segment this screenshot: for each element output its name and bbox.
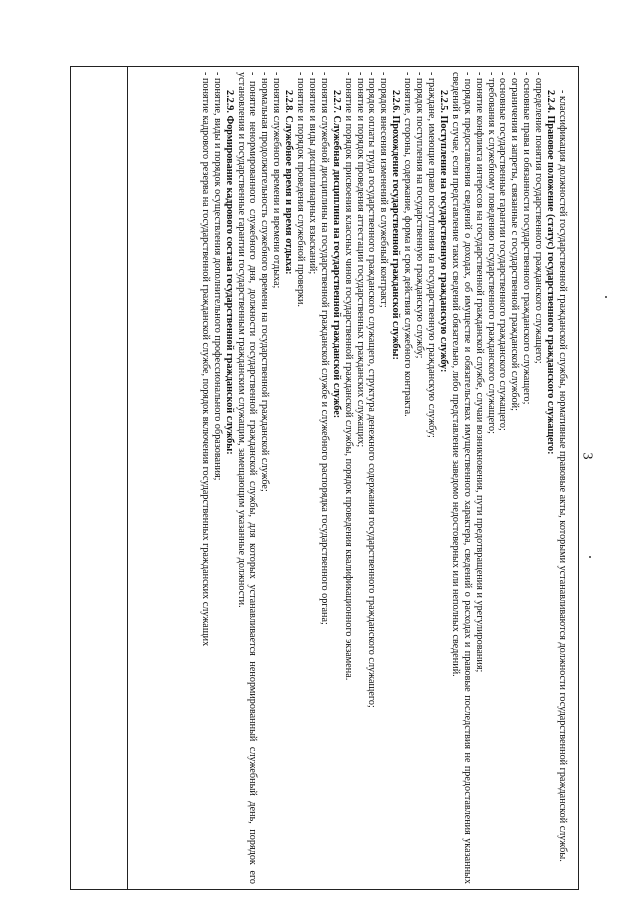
text-line: - понятие, стороны, содержание, форма и срок действия служебного контракта. xyxy=(402,72,414,417)
document-text xyxy=(130,66,572,890)
section-heading: 2.2.8. Служебное время и время отдыха: xyxy=(283,90,295,275)
text-line: - классификация должностей государственной гражданской службы, нормативные правовые акты, которыми устанавливаются должности государственной гражданской службы. xyxy=(557,90,568,862)
text-line: - понятие ненормированного служебного дня, должности государственной гражданской службы, для которых устанавливается ненормированный служебный день, порядок его установления и государственные гарантии государственным гражданским служащим, замещающим указанные должности. xyxy=(235,72,259,884)
section-heading: 2.2.6. Прохождение государственной гражданской службы: xyxy=(390,90,402,360)
text-line: - требования к служебному поведению государственного гражданского служащего; xyxy=(485,72,497,434)
text-line: - понятия служебной дисциплины на государственной гражданской службе и служебного распорядка государственного органа; xyxy=(318,72,330,625)
scan-speck xyxy=(589,556,591,558)
text-line: - порядок предоставления сведений о доходах, об имуществе и обязательствах имущественного характера, сведений о расходах и правовые последствия не предоставления указанных сведений в случае, если представление таких сведений обязательно, либо представление заведомо недостоверных или неполных сведений. xyxy=(449,72,473,884)
text-line: - понятие кадрового резерва на государственной гражданской службе, порядок включения государственных гражданских служащих xyxy=(199,72,211,647)
text-line: - понятие и порядок присвоения классных чинов государственной гражданской службы, порядок проведения квалификационного экзамена. xyxy=(342,72,354,681)
text-line: - основные права и обязанности государственного гражданского служащего; xyxy=(521,72,533,405)
column-divider xyxy=(127,66,128,890)
text-line: - понятие и виды дисциплинарных взысканий; xyxy=(306,72,318,275)
text-line: - порядок внесения изменений в служебный контракт; xyxy=(378,72,390,308)
text-line: - порядок оплаты труда государственного гражданского служащего, структура денежного содержания государственного гражданского служащего; xyxy=(366,72,378,708)
text-line: - ограничения и запреты, связанные с государственной гражданской службой; xyxy=(509,72,521,411)
scan-speck xyxy=(605,296,607,298)
text-line: - граждане, имеющие право поступления на государственную гражданскую службу; xyxy=(426,72,438,438)
text-line: - понятие и порядок проведения аттестации государственных гражданских служащих; xyxy=(354,72,366,448)
text-line: - основные государственные гарантии государственного гражданского служащего; xyxy=(497,72,509,431)
text-line: - определение понятия государственного гражданского служащего; xyxy=(533,72,545,364)
section-heading: 2.2.9. Формирование кадрового состава государственной гражданской службы: xyxy=(223,90,235,455)
text-line: - понятие конфликта интересов на государственной гражданской службе, случаи возникновения, пути предотвращения и урегулирования; xyxy=(473,72,485,673)
text-line: - понятия служебного времени и времени отдыха; xyxy=(271,72,283,289)
text-line: - нормальная продолжительность служебного времени на государственной гражданской службе; xyxy=(259,72,271,492)
text-line: - понятие и порядок проведения служебной проверки. xyxy=(295,72,307,307)
section-heading: 2.2.5. Поступление на государственную гражданскую службу: xyxy=(437,90,449,373)
section-heading: 2.2.4. Правовое положение (статус) государственного гражданского служащего: xyxy=(545,90,557,455)
text-line: - понятие, виды и порядок осуществления дополнительного профессионального образования; xyxy=(211,72,223,481)
section-heading: 2.2.7. Служебная дисциплина на государственной гражданской службе: xyxy=(330,90,342,419)
page-number: 3 xyxy=(579,452,595,460)
text-line: - порядок поступления на государственную гражданскую службу; xyxy=(414,72,426,359)
